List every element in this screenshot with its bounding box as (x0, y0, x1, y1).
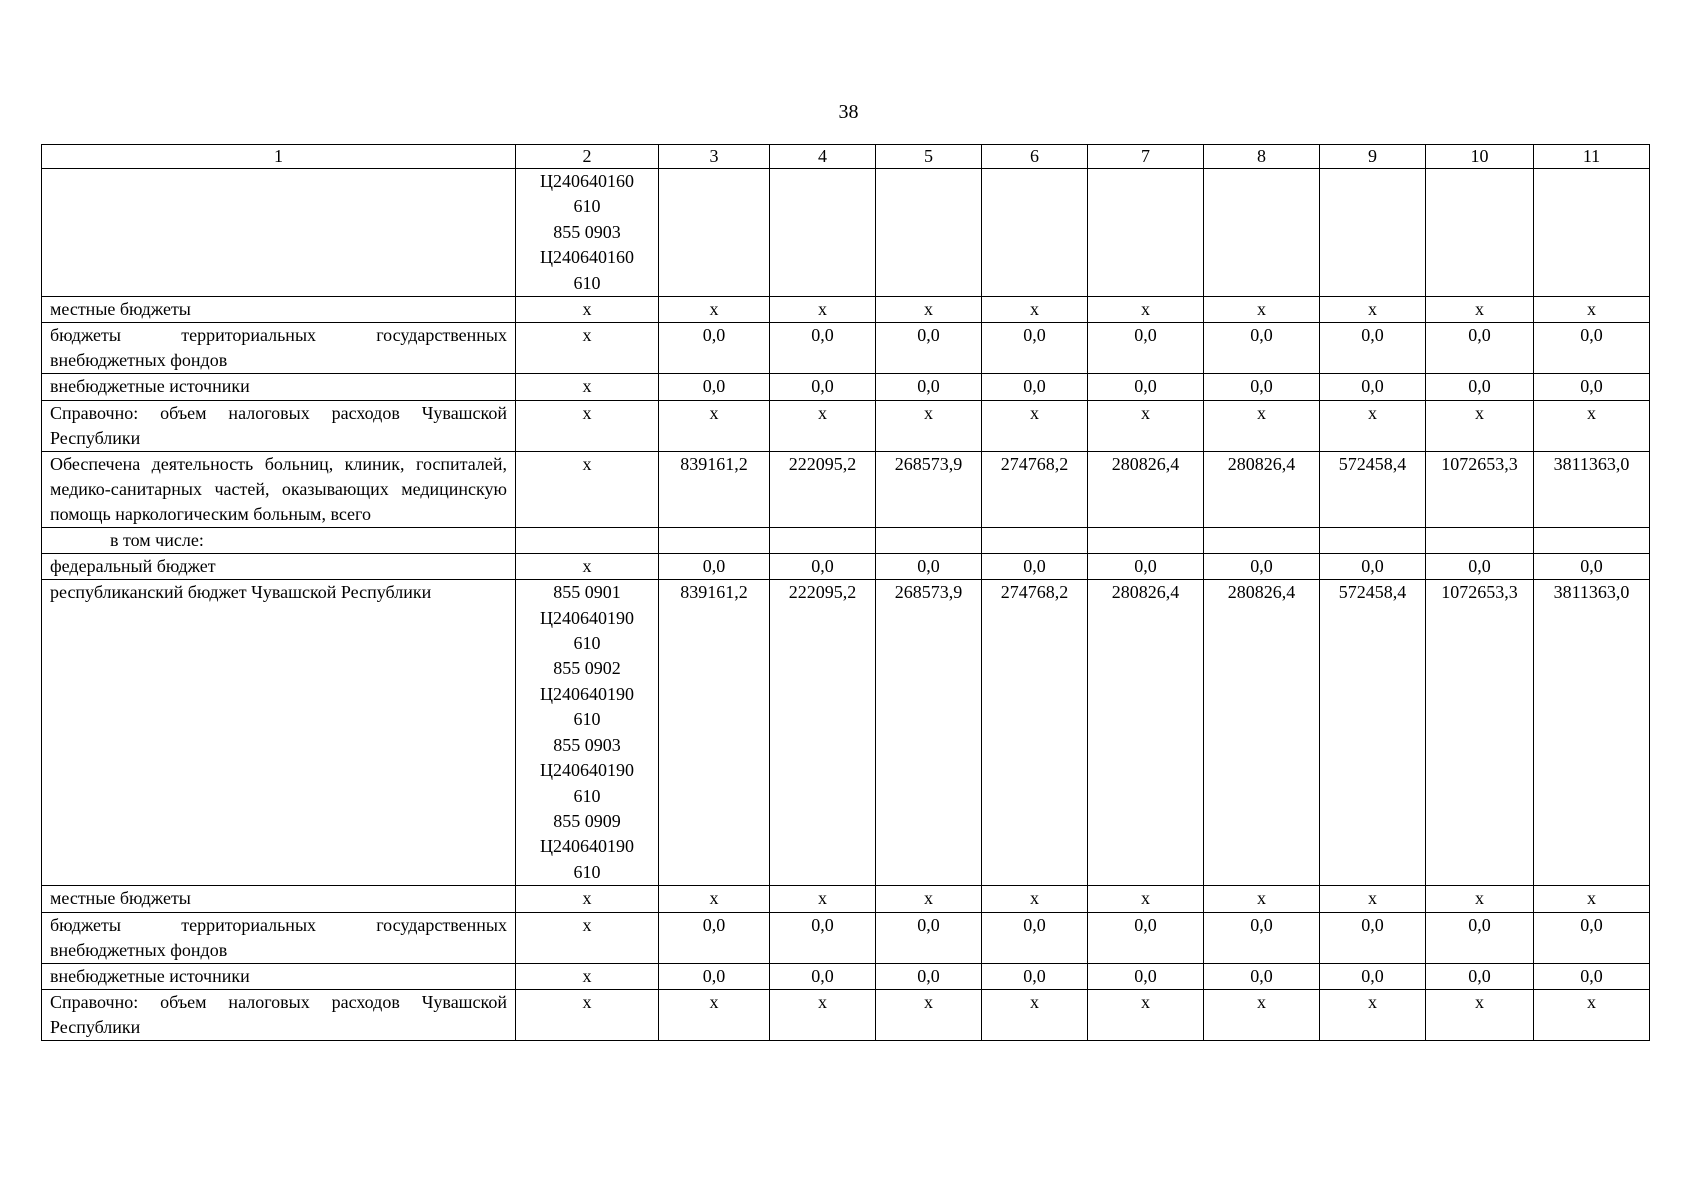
value-cell: 268573,9 (876, 451, 982, 527)
table-row (42, 963, 1650, 989)
page-number: 38 (838, 101, 859, 123)
value-cell: 0,0 (982, 374, 1088, 400)
value-cell: x (982, 297, 1088, 323)
value-cell: x (659, 297, 770, 323)
budget-code-line: x (582, 555, 592, 576)
value-cell: x (659, 400, 770, 451)
value-cell (1320, 527, 1426, 553)
budget-code-line: x (582, 402, 592, 423)
column-header: 6 (982, 145, 1088, 169)
table-body (42, 169, 1650, 1041)
value-cell (1426, 169, 1534, 297)
budget-code-line: Ц240640190 (540, 607, 634, 628)
table-row (42, 323, 1650, 374)
value-cell: 1072653,3 (1426, 580, 1534, 886)
column-header: 1 (42, 145, 516, 169)
budget-code-line: x (582, 888, 592, 909)
value-cell: 280826,4 (1204, 451, 1320, 527)
budget-table (41, 144, 1650, 1041)
budget-code (516, 400, 659, 451)
budget-code-line: x (582, 914, 592, 935)
value-cell: 0,0 (876, 374, 982, 400)
budget-code-line: 610 (573, 272, 601, 293)
value-cell: 222095,2 (770, 451, 876, 527)
column-header: 9 (1320, 145, 1426, 169)
value-cell: 0,0 (1320, 553, 1426, 579)
table-row (42, 553, 1650, 579)
budget-code (516, 169, 659, 297)
value-cell (1204, 169, 1320, 297)
budget-code (516, 374, 659, 400)
budget-code-line: Ц240640190 (540, 760, 634, 781)
value-cell (1204, 527, 1320, 553)
row-label: местные бюджеты (42, 886, 516, 912)
value-cell: 0,0 (1204, 963, 1320, 989)
value-cell: x (1204, 297, 1320, 323)
budget-code-line: 610 (573, 709, 601, 730)
value-cell: 0,0 (1426, 323, 1534, 374)
budget-code-line: x (582, 965, 592, 986)
budget-code-line: x (582, 299, 592, 320)
value-cell: x (1320, 989, 1426, 1040)
budget-code-line: Ц240640190 (540, 836, 634, 857)
value-cell: x (1204, 989, 1320, 1040)
value-cell: 0,0 (1204, 912, 1320, 963)
table-row (42, 297, 1650, 323)
value-cell: 0,0 (1320, 374, 1426, 400)
value-cell: 572458,4 (1320, 580, 1426, 886)
value-cell (1534, 169, 1650, 297)
table-row (42, 451, 1650, 527)
value-cell: 280826,4 (1088, 580, 1204, 886)
budget-code (516, 912, 659, 963)
budget-code-line: 855 0909 (553, 810, 621, 831)
value-cell (982, 527, 1088, 553)
value-cell: x (770, 400, 876, 451)
value-cell: x (876, 989, 982, 1040)
budget-code-line: 855 0903 (553, 221, 621, 242)
budget-code-line: 610 (573, 633, 601, 654)
value-cell (1426, 527, 1534, 553)
value-cell: 0,0 (1534, 912, 1650, 963)
value-cell: x (982, 989, 1088, 1040)
table-row (42, 374, 1650, 400)
value-cell: x (1534, 400, 1650, 451)
value-cell: 280826,4 (1204, 580, 1320, 886)
value-cell: 0,0 (1320, 323, 1426, 374)
value-cell: 222095,2 (770, 580, 876, 886)
budget-code-line: x (582, 453, 592, 474)
budget-code (516, 989, 659, 1040)
column-header: 10 (1426, 145, 1534, 169)
value-cell: 0,0 (1088, 912, 1204, 963)
value-cell: 0,0 (1534, 323, 1650, 374)
value-cell (1320, 169, 1426, 297)
value-cell: 0,0 (982, 323, 1088, 374)
row-label: федеральный бюджет (42, 553, 516, 579)
value-cell: x (1320, 400, 1426, 451)
budget-code (516, 297, 659, 323)
value-cell: x (876, 297, 982, 323)
value-cell: 3811363,0 (1534, 580, 1650, 886)
value-cell: 0,0 (1534, 553, 1650, 579)
value-cell: 0,0 (1204, 374, 1320, 400)
value-cell: x (1534, 989, 1650, 1040)
table-row (42, 400, 1650, 451)
value-cell (1088, 169, 1204, 297)
value-cell (659, 527, 770, 553)
value-cell: x (1426, 297, 1534, 323)
column-header: 4 (770, 145, 876, 169)
value-cell: x (1320, 886, 1426, 912)
row-label: бюджеты территориальных государственных внебюджетных фондов (42, 323, 516, 374)
value-cell: 1072653,3 (1426, 451, 1534, 527)
value-cell: 0,0 (1204, 323, 1320, 374)
budget-code-line: 855 0901 (553, 582, 621, 603)
row-label: в том числе: (42, 527, 516, 553)
value-cell: 0,0 (1204, 553, 1320, 579)
value-cell: 0,0 (982, 912, 1088, 963)
value-cell: 0,0 (1088, 374, 1204, 400)
column-header: 8 (1204, 145, 1320, 169)
budget-code-line: Ц240640190 (540, 683, 634, 704)
budget-code-line: 855 0902 (553, 658, 621, 679)
budget-code-line: Ц240640160 (540, 171, 634, 191)
value-cell: 0,0 (876, 553, 982, 579)
value-cell: x (1088, 297, 1204, 323)
value-cell: 0,0 (1426, 912, 1534, 963)
value-cell: 0,0 (1320, 963, 1426, 989)
value-cell: 0,0 (982, 553, 1088, 579)
budget-code-line: x (582, 376, 592, 397)
row-label: Справочно: объем налоговых расходов Чувашской Республики (42, 400, 516, 451)
column-number-row (42, 145, 1650, 169)
value-cell: 572458,4 (1320, 451, 1426, 527)
value-cell: x (1320, 297, 1426, 323)
value-cell: 0,0 (1534, 374, 1650, 400)
value-cell: 0,0 (770, 374, 876, 400)
budget-code-line: 610 (573, 785, 601, 806)
value-cell: 268573,9 (876, 580, 982, 886)
value-cell: 0,0 (770, 912, 876, 963)
value-cell (659, 169, 770, 297)
column-header: 2 (516, 145, 659, 169)
budget-code-line: x (582, 991, 592, 1012)
row-label: республиканский бюджет Чувашской Республики (42, 580, 516, 886)
budget-code-line: Ц240640160 (540, 247, 634, 268)
value-cell: 0,0 (1088, 553, 1204, 579)
value-cell: 274768,2 (982, 580, 1088, 886)
value-cell: 274768,2 (982, 451, 1088, 527)
value-cell: 0,0 (659, 963, 770, 989)
value-cell: x (1534, 886, 1650, 912)
value-cell: 280826,4 (1088, 451, 1204, 527)
table-row (42, 989, 1650, 1040)
value-cell: 0,0 (1534, 963, 1650, 989)
value-cell (876, 527, 982, 553)
budget-code (516, 527, 659, 553)
budget-code (516, 580, 659, 886)
value-cell: x (1426, 400, 1534, 451)
value-cell: x (1534, 297, 1650, 323)
table-row (42, 886, 1650, 912)
value-cell: x (770, 989, 876, 1040)
value-cell (982, 169, 1088, 297)
value-cell: x (770, 297, 876, 323)
value-cell: x (1204, 400, 1320, 451)
value-cell: x (982, 400, 1088, 451)
value-cell: x (659, 989, 770, 1040)
row-label: внебюджетные источники (42, 963, 516, 989)
value-cell: x (659, 886, 770, 912)
budget-code (516, 553, 659, 579)
value-cell: 0,0 (770, 963, 876, 989)
column-header: 11 (1534, 145, 1650, 169)
value-cell: 0,0 (876, 963, 982, 989)
value-cell: x (1088, 400, 1204, 451)
value-cell: 0,0 (982, 963, 1088, 989)
budget-code (516, 886, 659, 912)
value-cell: 0,0 (1088, 323, 1204, 374)
value-cell: x (1426, 989, 1534, 1040)
value-cell: x (982, 886, 1088, 912)
value-cell: 0,0 (1426, 553, 1534, 579)
row-label (42, 169, 516, 297)
table-row (42, 912, 1650, 963)
column-header: 3 (659, 145, 770, 169)
row-label: Обеспечена деятельность больниц, клиник, госпиталей, медико-санитарных частей, оказывающих медицинскую помощь наркологическим больным, всего (42, 451, 516, 527)
table-row (42, 169, 1650, 297)
row-label: внебюджетные источники (42, 374, 516, 400)
row-label: местные бюджеты (42, 297, 516, 323)
table-row (42, 527, 1650, 553)
value-cell: x (876, 400, 982, 451)
row-label: Справочно: объем налоговых расходов Чувашской Республики (42, 989, 516, 1040)
budget-code-line: 610 (573, 196, 601, 217)
budget-code-line: 610 (573, 861, 601, 882)
value-cell: x (770, 886, 876, 912)
value-cell: 0,0 (876, 323, 982, 374)
value-cell: x (876, 886, 982, 912)
budget-code-line: x (582, 325, 592, 346)
value-cell: 0,0 (1426, 963, 1534, 989)
budget-code (516, 323, 659, 374)
value-cell: x (1088, 989, 1204, 1040)
table-row (42, 580, 1650, 886)
column-header: 7 (1088, 145, 1204, 169)
value-cell: 0,0 (659, 912, 770, 963)
value-cell: 3811363,0 (1534, 451, 1650, 527)
value-cell: x (1426, 886, 1534, 912)
value-cell: 0,0 (659, 553, 770, 579)
budget-code-line: 855 0903 (553, 734, 621, 755)
budget-code (516, 963, 659, 989)
value-cell (1534, 527, 1650, 553)
value-cell: 0,0 (1320, 912, 1426, 963)
value-cell: 0,0 (876, 912, 982, 963)
value-cell: 0,0 (659, 374, 770, 400)
budget-code (516, 451, 659, 527)
value-cell: x (1204, 886, 1320, 912)
value-cell: 0,0 (659, 323, 770, 374)
column-header: 5 (876, 145, 982, 169)
value-cell: 839161,2 (659, 580, 770, 886)
value-cell (770, 527, 876, 553)
value-cell: x (1088, 886, 1204, 912)
value-cell (770, 169, 876, 297)
value-cell (1088, 527, 1204, 553)
value-cell: 0,0 (1088, 963, 1204, 989)
value-cell: 0,0 (770, 553, 876, 579)
value-cell (876, 169, 982, 297)
row-label: бюджеты территориальных государственных внебюджетных фондов (42, 912, 516, 963)
value-cell: 839161,2 (659, 451, 770, 527)
value-cell: 0,0 (1426, 374, 1534, 400)
value-cell: 0,0 (770, 323, 876, 374)
